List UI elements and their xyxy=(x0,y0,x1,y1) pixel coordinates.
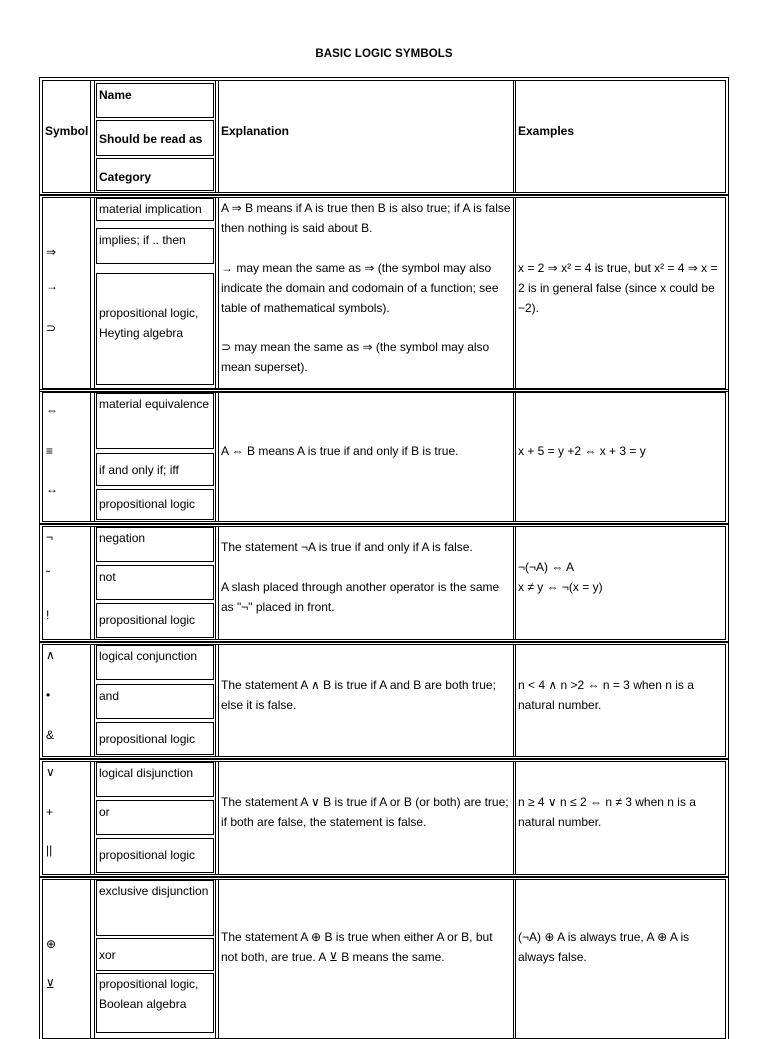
explanation-text: A ⇔ B means A is true if and only if B is true. xyxy=(221,444,459,458)
symbol-cell xyxy=(43,880,91,1038)
header-examples: Examples xyxy=(518,124,575,138)
example-cell xyxy=(515,527,725,639)
symbol: ≡ xyxy=(46,444,54,458)
symbol-name: logical conjunction xyxy=(96,645,214,680)
symbol-name: negation xyxy=(96,527,214,562)
example-text: n < 4 ∧ n >2 ⇔ n = 3 when n is a natural number. xyxy=(518,678,694,712)
symbol-name: material equivalence xyxy=(96,393,214,449)
header-category: Category xyxy=(96,158,214,191)
example-cell xyxy=(515,880,725,1038)
example-text: x + 5 = y +2 ⇔ x + 3 = y xyxy=(518,444,646,458)
symbol: ∧ xyxy=(46,648,55,662)
example-cell xyxy=(515,393,725,521)
symbol-read-as: implies; if .. then xyxy=(96,228,214,264)
header-explanation-cell xyxy=(218,81,514,192)
header-name-cell xyxy=(94,81,216,192)
symbol: ↔ xyxy=(46,482,58,496)
example-cell xyxy=(515,645,725,756)
header-symbol-cell xyxy=(43,81,91,192)
symbol-name: logical disjunction xyxy=(96,762,214,797)
symbol-name: material implication xyxy=(96,198,214,221)
symbol: ⊕ xyxy=(46,937,57,951)
explanation-cell xyxy=(218,527,514,639)
explanation-text: The statement A ⊕ B is true when either A or B, but not both, are true. A ⊻ B means the same. xyxy=(221,930,493,964)
symbol-category: propositional logic xyxy=(96,489,214,520)
explanation-cell xyxy=(218,198,514,388)
page-title: BASIC LOGIC SYMBOLS xyxy=(315,48,453,60)
explanation-text: A slash placed through another operator is the same as "¬" placed in front. xyxy=(221,580,500,614)
symbol-read-as: if and only if; iff xyxy=(96,453,214,486)
example-text: x ≠ y ⇔ ¬(x = y) xyxy=(518,580,603,594)
symbol: ! xyxy=(46,608,50,622)
symbol: ¬ xyxy=(46,530,54,544)
explanation-cell xyxy=(218,880,514,1038)
symbol-category: propositional logic, Heyting algebra xyxy=(96,273,214,385)
symbol-category: propositional logic xyxy=(96,838,214,873)
symbol-read-as: not xyxy=(96,565,214,600)
symbol: ˜ xyxy=(46,568,50,582)
symbol-cell xyxy=(43,645,91,756)
explanation-text: The statement A ∨ B is true if A or B (or both) are true; if both are false, the statement is false. xyxy=(221,795,509,829)
example-cell xyxy=(515,198,725,388)
explanation-cell xyxy=(218,645,514,756)
explanation-cell xyxy=(218,393,514,521)
symbol: + xyxy=(46,805,54,819)
explanation-text: ⊃ may mean the same as ⇒ (the symbol may also mean superset). xyxy=(221,340,490,374)
name-cell xyxy=(94,198,216,388)
symbol: ⊻ xyxy=(46,977,55,991)
symbol: → xyxy=(46,279,58,293)
symbol: ⇔ xyxy=(46,403,58,417)
name-cell xyxy=(94,527,216,639)
table-row xyxy=(42,526,726,640)
symbol: ∨ xyxy=(46,765,55,779)
symbol: • xyxy=(46,688,51,702)
table-row xyxy=(42,644,726,757)
explanation-text: The statement ¬A is true if and only if A is false. xyxy=(221,540,473,554)
example-cell xyxy=(515,762,725,874)
symbol-name: exclusive disjunction xyxy=(96,880,214,936)
table-row xyxy=(42,392,726,522)
name-cell xyxy=(94,645,216,756)
symbol-category: propositional logic xyxy=(96,603,214,638)
symbol-cell xyxy=(43,527,91,639)
table-row xyxy=(42,197,726,389)
table-row xyxy=(42,761,726,875)
table-row xyxy=(42,879,726,1039)
symbol-read-as: xor xyxy=(96,938,214,971)
explanation-cell xyxy=(218,762,514,874)
symbol: || xyxy=(46,843,53,857)
symbol-category: propositional logic, Boolean algebra xyxy=(96,973,214,1033)
header-explanation: Explanation xyxy=(221,124,290,138)
example-text: n ≥ 4 ∨ n ≤ 2 ⇔ n ≠ 3 when n is a natural number. xyxy=(518,795,696,829)
example-text: x = 2 ⇒ x² = 4 is true, but x² = 4 ⇒ x = 2 is in general false (since x could be −2). xyxy=(518,261,718,315)
example-text: ¬(¬A) ⇔ A xyxy=(518,560,575,574)
header-row xyxy=(42,80,726,193)
symbol-read-as: and xyxy=(96,684,214,719)
symbol-read-as: or xyxy=(96,800,214,835)
header-name: Name xyxy=(96,83,214,118)
explanation-text: → may mean the same as ⇒ (the symbol may also indicate the domain and codomain of a function; see table of mathematical symbols). xyxy=(221,261,499,315)
name-cell xyxy=(94,880,216,1038)
symbol-category: propositional logic xyxy=(96,722,214,755)
header-read-as: Should be read as xyxy=(96,120,214,156)
symbol: ⊃ xyxy=(46,321,57,335)
header-examples-cell xyxy=(515,81,725,192)
symbol: & xyxy=(46,728,55,742)
header-symbol: Symbol xyxy=(45,124,89,138)
symbol-cell xyxy=(43,762,91,874)
symbol: ⇒ xyxy=(46,245,57,259)
name-cell xyxy=(94,393,216,521)
symbol-cell xyxy=(43,198,91,388)
name-cell xyxy=(94,762,216,874)
explanation-text: A ⇒ B means if A is true then B is also true; if A is false then nothing is said about B. xyxy=(221,201,511,235)
example-text: (¬A) ⊕ A is always true, A ⊕ A is always false. xyxy=(518,930,690,964)
explanation-text: The statement A ∧ B is true if A and B are both true; else it is false. xyxy=(221,678,496,712)
symbol-cell xyxy=(43,393,91,521)
